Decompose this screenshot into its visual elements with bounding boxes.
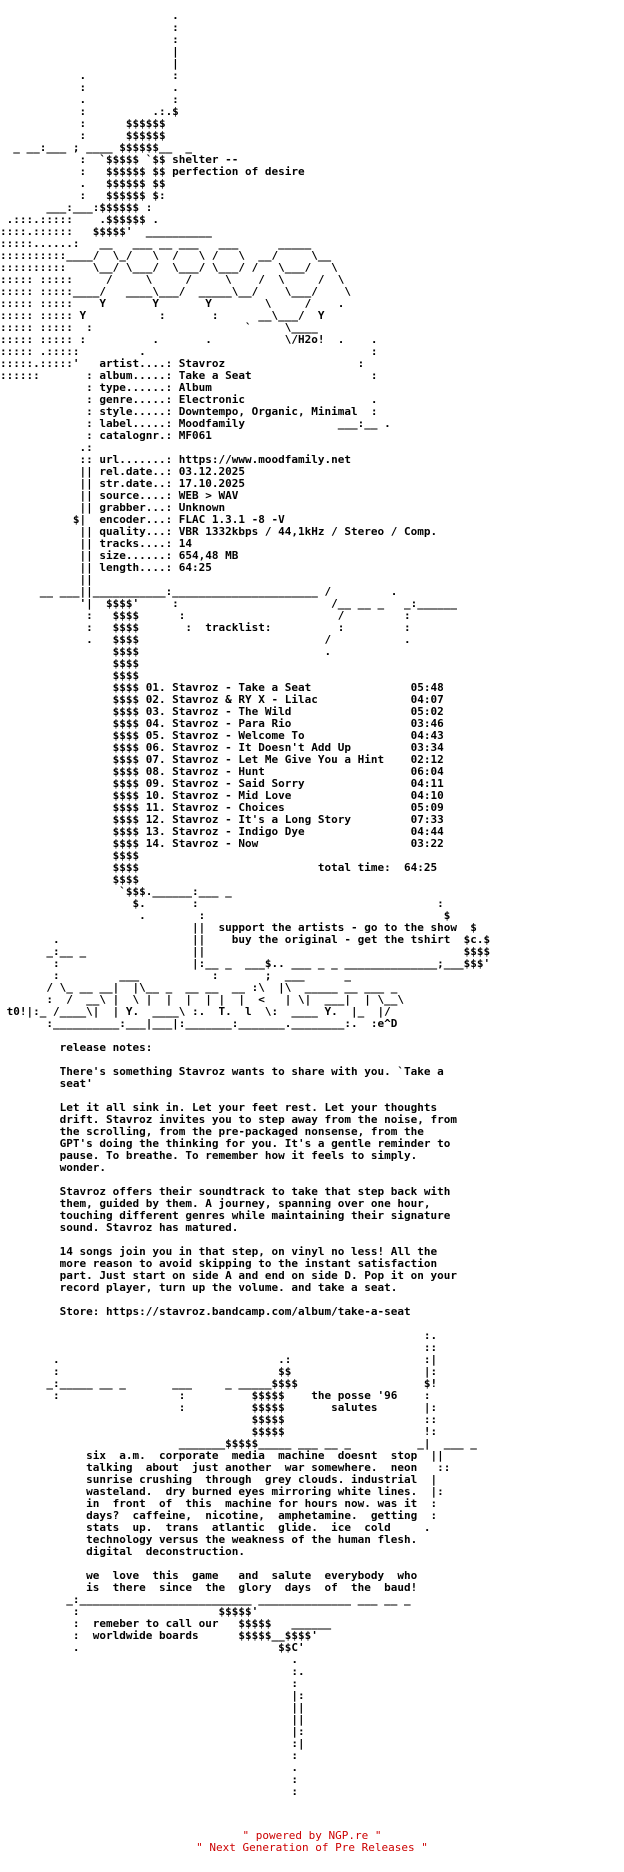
nfo-line: . $$C' [0, 1641, 305, 1654]
nfo-line: : [0, 1785, 299, 1798]
nfo-line: : genre.....: Electronic . [0, 393, 378, 406]
nfo-line: $$$$ 12. Stavroz - It's a Long Story 07:33 [0, 813, 444, 826]
nfo-line: : catalognr.: MF061 [0, 429, 212, 442]
nfo-line: ::::: .::::: . : [0, 345, 378, 358]
nfo-line: / \_ __ __| |\__ _ __ __ __ :\ |\ _____ __ ___ _ [0, 981, 398, 994]
nfo-line: release notes: [0, 1041, 153, 1054]
nfo-line: :. [0, 1665, 305, 1678]
nfo-line: GPT's doing the thinking for you. It's a gentle reminder to [0, 1137, 451, 1150]
nfo-line: : $$$$$$ $: [0, 189, 166, 202]
nfo-line: : $$$$$' [0, 1605, 259, 1618]
nfo-line: _:__________________________ ______________ ___ __ _ [0, 1593, 411, 1606]
nfo-line: . [0, 10, 179, 22]
nfo-line: ___:___:$$$$$$ : [0, 201, 153, 214]
nfo-line: $$$$ 01. Stavroz - Take a Seat 05:48 [0, 681, 444, 694]
nfo-line: $$$$ 10. Stavroz - Mid Love 04:10 [0, 789, 444, 802]
nfo-line: . : $ [0, 909, 451, 922]
nfo-line: $$$$ 05. Stavroz - Welcome To 04:43 [0, 729, 444, 742]
nfo-line: more reason to avoid skipping to the instant satisfaction [0, 1257, 438, 1270]
nfo-line: :::::: : album.....: Take a Seat : [0, 369, 378, 382]
nfo-text-block [0, 10, 624, 1810]
nfo-line: : ___ : ; ___ _ [0, 969, 351, 982]
nfo-line: t0!|:_ /____\| | Y. ____\ :. T. l \: ____ Y. |_ |/ [0, 1005, 391, 1018]
nfo-line: . || buy the original - get the tshirt $c.$ [0, 933, 491, 946]
nfo-line: wonder. [0, 1161, 106, 1174]
footer-powered-by: " powered by NGP.re " [242, 1829, 382, 1842]
nfo-line: digital deconstruction. [0, 1545, 246, 1558]
nfo-line: : worldwide boards $$$$$__$$$$' [0, 1629, 318, 1642]
nfo-line: six a.m. corporate media machine doesnt stop || [0, 1449, 444, 1462]
nfo-line: $$$$ [0, 669, 140, 682]
nfo-line: : type......: Album [0, 381, 212, 394]
nfo-line: || tracks....: 14 [0, 537, 193, 550]
nfo-line: ::::: ::::: : ` \____ [0, 321, 318, 334]
nfo-line: talking about just another war somewhere. neon :: [0, 1461, 451, 1474]
nfo-line: : style.....: Downtempo, Organic, Minimal : [0, 405, 378, 418]
nfo-line: $$$$$ :: [0, 1413, 438, 1426]
nfo-line: :. [0, 1329, 438, 1342]
nfo-line: :::::.:::::' artist....: Stavroz : [0, 357, 365, 370]
nfo-line: $$$$ 08. Stavroz - Hunt 06:04 [0, 765, 444, 778]
nfo-line: days? caffeine, nicotine, amphetamine. getting : [0, 1509, 438, 1522]
nfo-line: $$$$ [0, 849, 140, 862]
nfo-line: : . [0, 81, 179, 94]
nfo-line: __ ___||___________:______________________ / . [0, 585, 398, 598]
nfo-line: | [0, 57, 179, 70]
footer-tagline: " Next Generation of Pre Releases " [196, 1841, 428, 1854]
nfo-line: ::::.:::::: $$$$$' __________ [0, 225, 212, 238]
nfo-line: 14 songs join you in that step, on vinyl no less! All the [0, 1245, 438, 1258]
nfo-line: seat' [0, 1077, 93, 1090]
nfo-line: : `$$$$$ `$$ shelter -- [0, 153, 239, 166]
nfo-line: . $$$$$$ $$ [0, 177, 166, 190]
nfo-line: : : $$$$$ the posse '96 : [0, 1389, 431, 1402]
nfo-line: sound. Stavroz has matured. [0, 1221, 239, 1234]
nfo-line: $$$$ 13. Stavroz - Indigo Dye 04:44 [0, 825, 444, 838]
nfo-line: || support the artists - go to the show $ [0, 921, 477, 934]
nfo-line: them, guided by them. A journey, spanning over one hour, [0, 1197, 431, 1210]
nfo-line: ::::: ::::: : . . \/H2o! . . [0, 333, 378, 346]
nfo-line: $$$$ [0, 657, 140, 670]
nfo-line: . [0, 1653, 299, 1666]
nfo-line: : label.....: Moodfamily ___:__ . [0, 417, 391, 430]
nfo-line: : [0, 1749, 299, 1762]
nfo-line: | [0, 45, 179, 58]
nfo-line: || str.date..: 17.10.2025 [0, 477, 246, 490]
nfo-line: record player, turn up the volume. and take a seat. [0, 1281, 398, 1294]
nfo-line: :__________:___|___|:_______:_______.________:. :e^D [0, 1017, 398, 1030]
nfo-line: : $$ |: [0, 1365, 438, 1378]
nfo-line: :: [0, 1341, 438, 1354]
nfo-line: _______$$$$$_____ ___ __ _ _| ___ _ [0, 1437, 477, 1450]
nfo-line: $$$$ 07. Stavroz - Let Me Give You a Hint 02:12 [0, 753, 444, 766]
nfo-line: part. Just start on side A and end on side D. Pop it on your [0, 1269, 457, 1282]
nfo-line: $$$$ [0, 873, 140, 886]
nfo-line: $$$$ . [0, 645, 332, 658]
nfo-line: $$$$ total time: 64:25 [0, 861, 438, 874]
nfo-line: || grabber...: Unknown [0, 501, 226, 514]
footer [0, 1830, 624, 1854]
nfo-line: || source....: WEB > WAV [0, 489, 239, 502]
nfo-line: drift. Stavroz invites you to step away from the noise, from [0, 1113, 457, 1126]
nfo-line: . $$$$ / . [0, 633, 411, 646]
nfo-line: : [0, 33, 179, 46]
nfo-line: $$$$$ !: [0, 1425, 438, 1438]
nfo-line: stats up. trans atlantic glide. ice cold . [0, 1521, 431, 1534]
nfo-line: Store: https://stavroz.bandcamp.com/album/take-a-seat [0, 1305, 411, 1318]
nfo-line: . : [0, 93, 179, 106]
nfo-line: || size......: 654,48 MB [0, 549, 239, 562]
nfo-line: .:::.::::: .$$$$$$ . [0, 213, 159, 226]
nfo-line: . [0, 1761, 299, 1774]
nfo-line: : $$$$$$ [0, 129, 166, 142]
nfo-line: || [0, 573, 93, 586]
nfo-line: : $$$$ : / : [0, 609, 411, 622]
nfo-line: touching different genres while maintaining their signature [0, 1209, 451, 1222]
nfo-line: in front of this machine for hours now. was it : [0, 1497, 438, 1510]
nfo-line: $$$$ 04. Stavroz - Para Rio 03:46 [0, 717, 444, 730]
nfo-line: || [0, 1701, 305, 1714]
nfo-line: .: [0, 441, 93, 454]
nfo-line: pause. To breathe. To remember how it feels to simply. [0, 1149, 418, 1162]
nfo-line: $$$$ 02. Stavroz & RY X - Lilac 04:07 [0, 693, 444, 706]
nfo-line: $$$$ 14. Stavroz - Now 03:22 [0, 837, 444, 850]
nfo-line: : .:.$ [0, 105, 179, 118]
nfo-line: Stavroz offers their soundtrack to take that step back with [0, 1185, 451, 1198]
nfo-line: Let it all sink in. Let your feet rest. Let your thoughts [0, 1101, 438, 1114]
nfo-line: : |:__ _ ___$.. ___ _ _ ______________;___$$$' [0, 957, 491, 970]
nfo-line: :::::......: __ ___ __ ___ ___ _____ [0, 237, 312, 250]
nfo-line: $. : : [0, 897, 444, 910]
nfo-line: . : [0, 69, 179, 82]
nfo-line: technology versus the weakness of the human flesh. [0, 1533, 418, 1546]
nfo-line: :::::::::: \__/ \___/ \___/ \___/ / \___/ \ [0, 261, 338, 274]
nfo-line: : / __\ | \ | | | | | | < | \| ___| | \__\ [0, 993, 404, 1006]
nfo-line: : remeber to call our $$$$$ ______ [0, 1617, 332, 1630]
nfo-line: `$$$.______:___ _ [0, 885, 232, 898]
nfo-line: :| [0, 1737, 305, 1750]
nfo-line: ::::: ::::: Y : : __\___/ Y [0, 309, 325, 322]
nfo-line: sunrise crushing through grey clouds. industrial | [0, 1473, 438, 1486]
nfo-line: we love this game and salute everybody who [0, 1569, 418, 1582]
nfo-line: is there since the glory days of the baud! [0, 1581, 418, 1594]
nfo-line: _:__ _ || $$$$ [0, 945, 491, 958]
nfo-line: : [0, 1773, 299, 1786]
nfo-line: |: [0, 1725, 305, 1738]
nfo-line: : [0, 1677, 299, 1690]
nfo-line: : $$$$ : tracklist: : : [0, 621, 411, 634]
nfo-line: || [0, 1713, 305, 1726]
nfo-line: : $$$$$ salutes |: [0, 1401, 438, 1414]
nfo-line: || quality...: VBR 1332kbps / 44,1kHz / Stereo / Comp. [0, 525, 438, 538]
nfo-line: : [0, 21, 179, 34]
nfo-line: $| encoder...: FLAC 1.3.1 -8 -V [0, 513, 285, 526]
nfo-line: $$$$ 09. Stavroz - Said Sorry 04:11 [0, 777, 444, 790]
nfo-line: |: [0, 1689, 305, 1702]
nfo-line: $$$$ 03. Stavroz - The Wild 05:02 [0, 705, 444, 718]
nfo-line: ::::: :::::____/ ____\___/ _____\__/ \___/ \ [0, 285, 351, 298]
nfo-line: _ __:___ ; ____ $$$$$$__ _ [0, 141, 193, 154]
nfo-line: : $$$$$$ $$ perfection of desire [0, 165, 305, 178]
nfo-line: :: url.......: https://www.moodfamily.net [0, 453, 351, 466]
nfo-line: ::::: ::::: Y Y Y \ / . [0, 297, 345, 310]
nfo-line: the scrolling, from the pre-packaged nonsense, from the [0, 1125, 424, 1138]
nfo-line: || rel.date..: 03.12.2025 [0, 465, 246, 478]
nfo-line: wasteland. dry burned eyes mirroring white lines. |: [0, 1485, 444, 1498]
nfo-line: _:_____ __ _ ___ _ _____$$$$ $! [0, 1377, 438, 1390]
nfo-line: ::::::::::____/ \_/ \ / \ / \ __/ \__ [0, 249, 332, 262]
nfo-line: $$$$ 11. Stavroz - Choices 05:09 [0, 801, 444, 814]
nfo-line: $$$$ 06. Stavroz - It Doesn't Add Up 03:34 [0, 741, 444, 754]
nfo-line: . .: :| [0, 1353, 438, 1366]
nfo-line: || length....: 64:25 [0, 561, 212, 574]
nfo-line: '| $$$$' : /__ __ _ _:______ [0, 597, 457, 610]
nfo-line: : $$$$$$ [0, 117, 166, 130]
nfo-line: There's something Stavroz wants to share with you. `Take a [0, 1065, 444, 1078]
nfo-line: ::::: ::::: / \ / \ / \ / \ [0, 273, 345, 286]
